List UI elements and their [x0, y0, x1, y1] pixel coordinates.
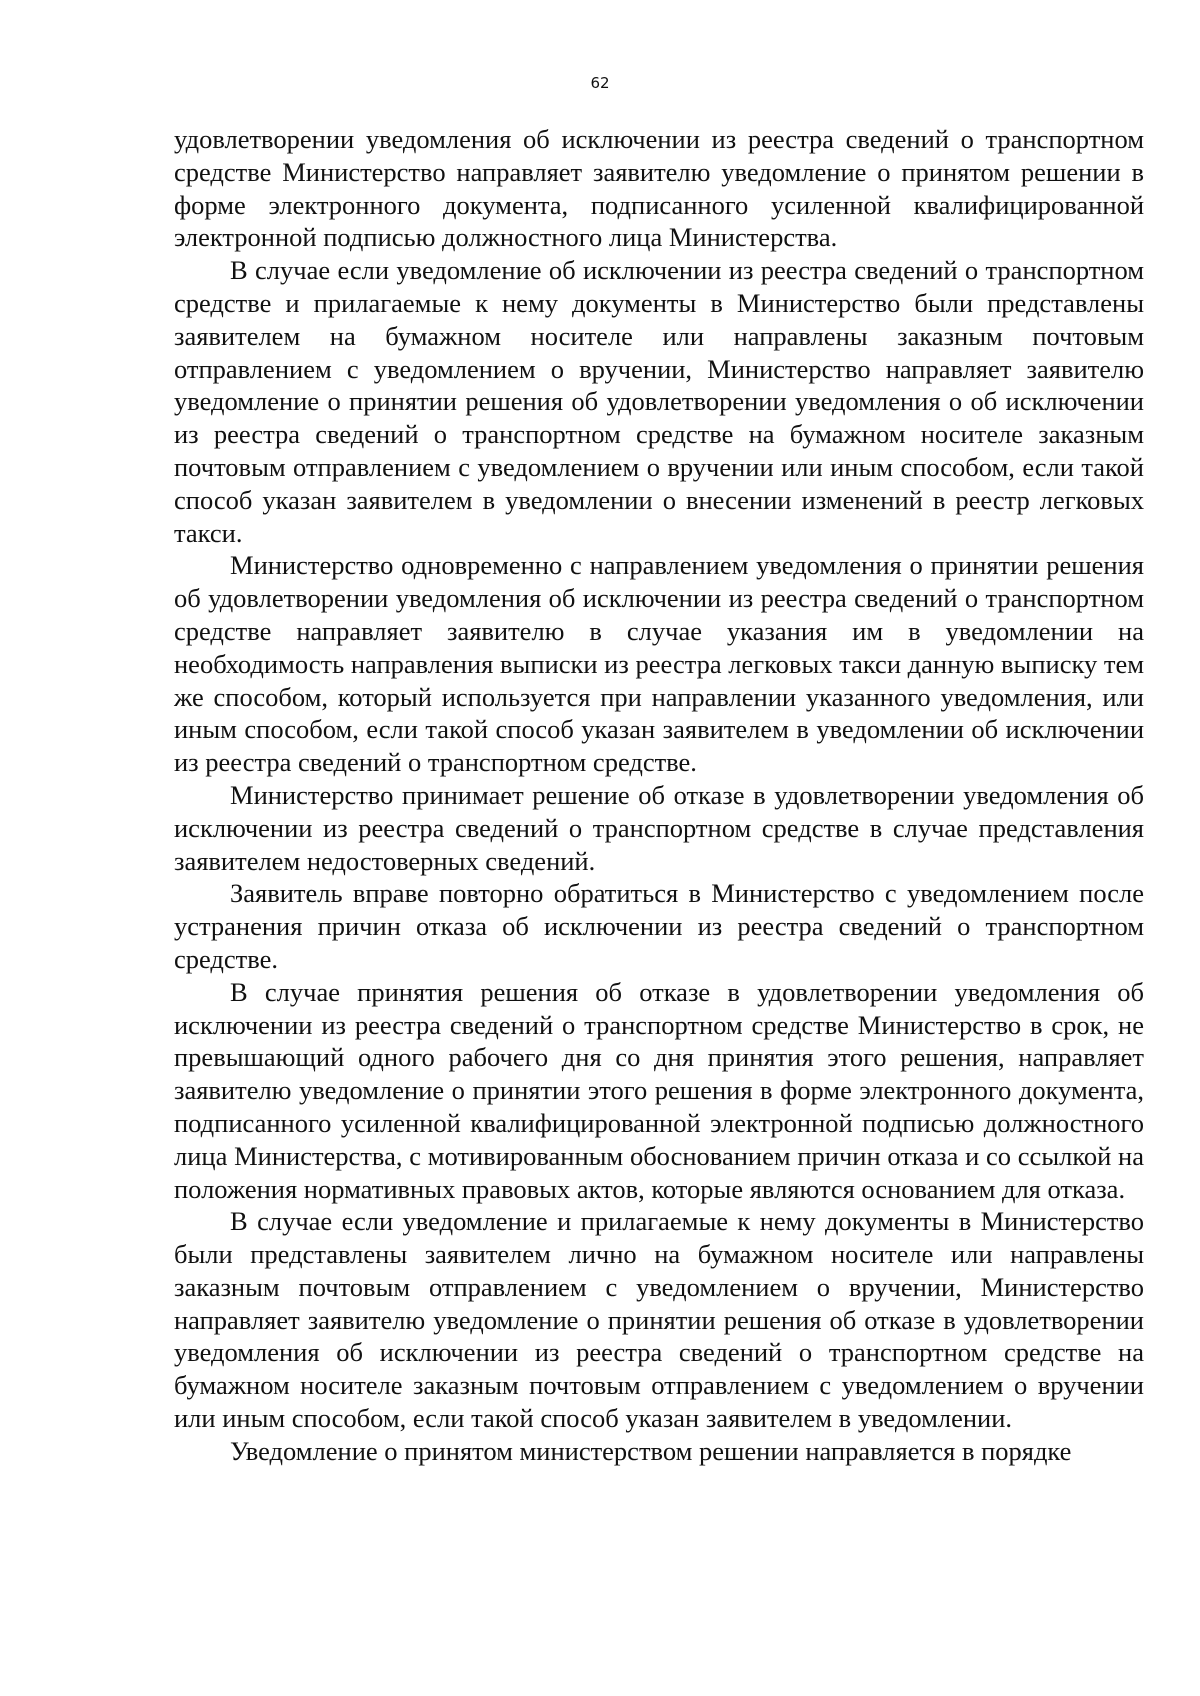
paragraph: Заявитель вправе повторно обратиться в Министерство с уведомлением после устранения причин отказа об исключении из реестра сведений о транспортном средстве.: [174, 878, 1144, 974]
paragraph-last: Уведомление о принятом министерством решении направляется в порядке: [230, 1435, 1072, 1466]
paragraph: Министерство одновременно с направлением уведомления о принятии решения об удовлетворении уведомления об исключении из реестра сведений о транспортном средстве направляет заявителю в случае указания им в уведомлении на необходимость направления выписки из реестра легковых такси данную выписку тем же способом, который используется при направлении указанного уведомления, или иным способом, если такой способ указан заявителем в уведомлении об исключении из реестра сведений о транспортном средстве.: [174, 550, 1144, 778]
page-number: 62: [590, 74, 610, 92]
paragraph: В случае принятия решения об отказе в удовлетворении уведомления об исключении из реестра сведений о транспортном средстве Министерство в срок, не превышающий одного рабочего дня со дня принятия этого решения, направляет заявителю уведомление о принятии этого решения в форме электронного документа, подписанного усиленной квалифицированной электронной подписью должностного лица Министерства, с мотивированным обоснованием причин отказа и со ссылкой на положения нормативных правовых актов, которые являются основанием для отказа.: [174, 976, 1144, 1204]
paragraph-continued: удовлетворении уведомления об исключении из реестра сведений о транспортном средстве Министерство направляет заявителю уведомление о принятом решении в форме электронного документа, подписанного усиленной квалифицированной электронной подписью должностного лица Министерства.: [174, 124, 1144, 253]
paragraph: В случае если уведомление об исключении из реестра сведений о транспортном средстве и прилагаемые к нему документы в Министерство были представлены заявителем на бумажном носителе или направлены заказным почтовым отправлением с уведомлением о вручении, Министерство направляет заявителю уведомление о принятии решения об удовлетворении уведомления о об исключении из реестра сведений о транспортном средстве на бумажном носителе заказным почтовым отправлением с уведомлением о вручении или иным способом, если такой способ указан заявителем в уведомлении о внесении изменений в реестр легковых такси.: [174, 255, 1144, 548]
document-body: [174, 123, 1144, 1468]
paragraph: Министерство принимает решение об отказе в удовлетворении уведомления об исключении из реестра сведений о транспортном средстве в случае представления заявителем недостоверных сведений.: [174, 779, 1144, 876]
paragraph: В случае если уведомление и прилагаемые к нему документы в Министерство были представлены заявителем лично на бумажном носителе или направлены заказным почтовым отправлением с уведомлением о вручении, Министерство направляет заявителю уведомление о принятии решения об отказе в удовлетворении уведомления об исключении из реестра сведений о транспортном средстве на бумажном носителе заказным почтовым отправлением с уведомлением о вручении или иным способом, если такой способ указан заявителем в уведомлении.: [174, 1206, 1144, 1434]
